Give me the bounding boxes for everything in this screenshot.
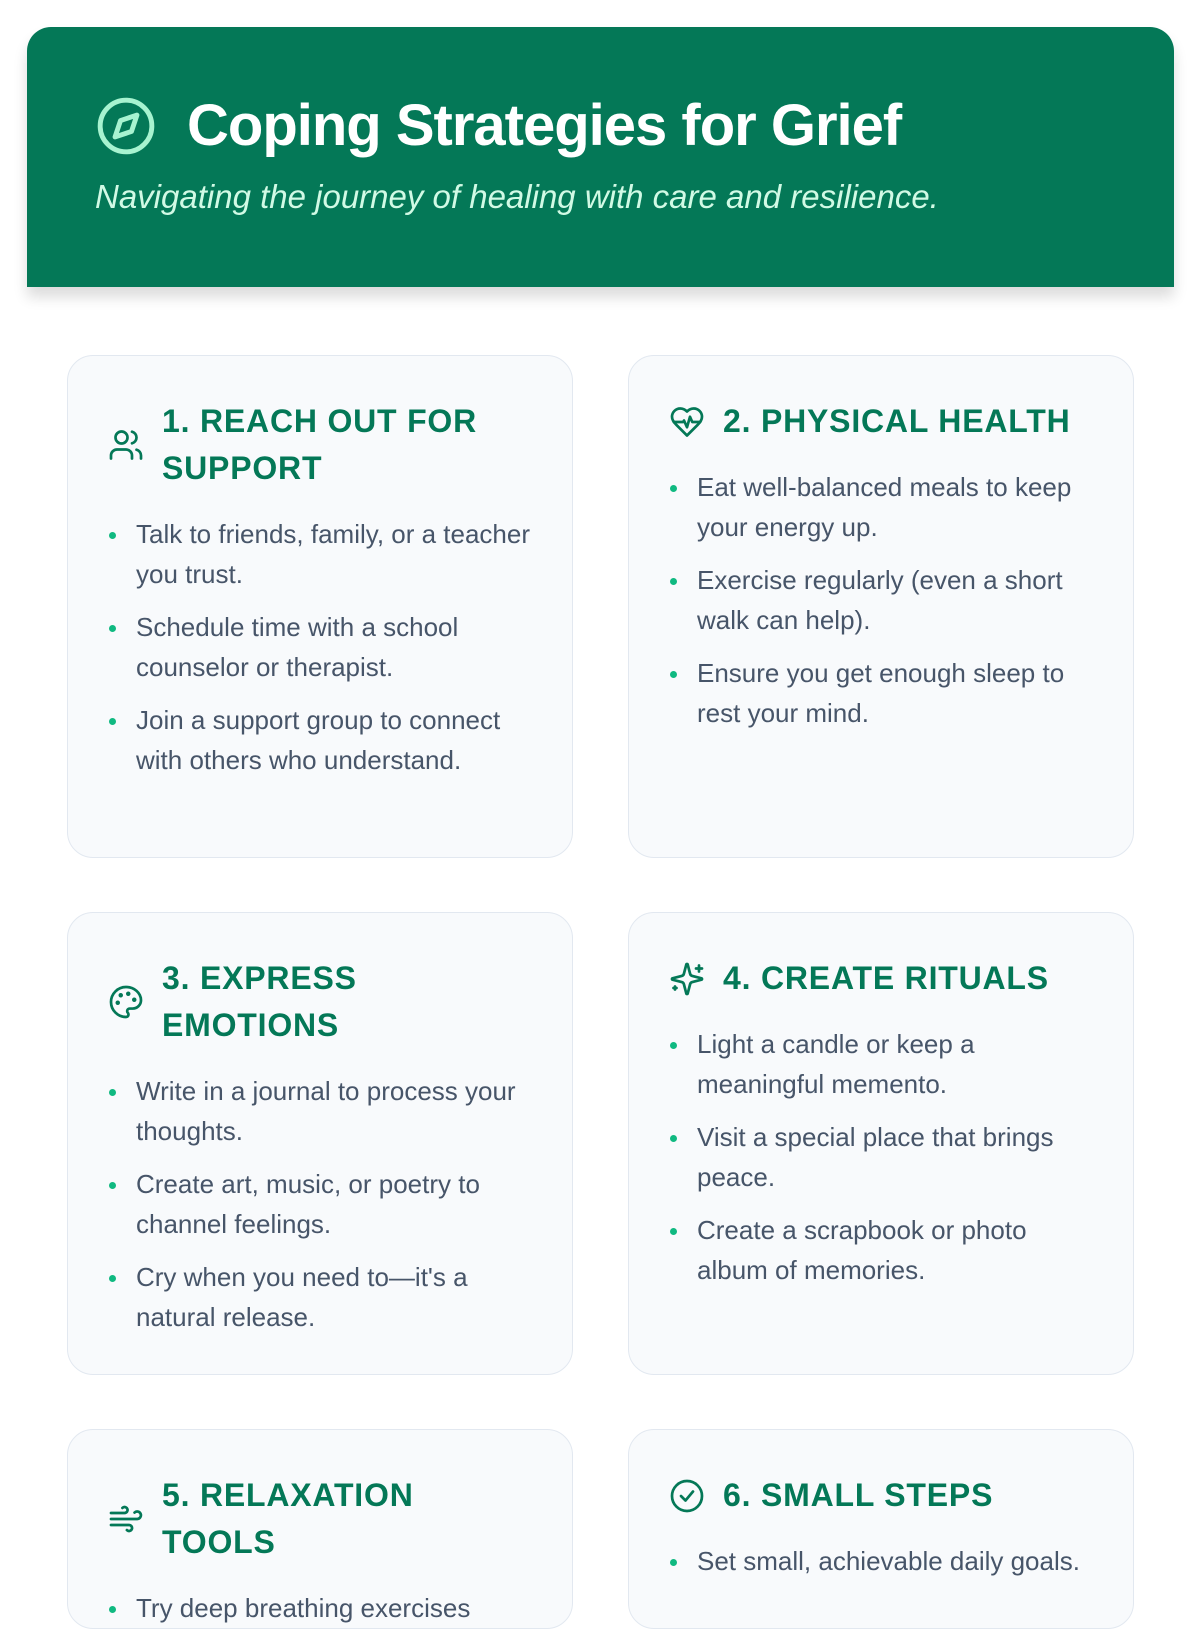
strategy-list [108, 514, 532, 780]
card-header [669, 955, 1093, 1002]
strategy-list [669, 1541, 1093, 1581]
card-header [108, 955, 532, 1049]
card-header [669, 1472, 1093, 1519]
header-title-row [95, 95, 901, 157]
strategy-card-small-steps [628, 1429, 1134, 1629]
strategy-list [669, 467, 1093, 733]
strategy-card-support [67, 355, 573, 858]
card-title: 5. RELAXATION TOOLS [162, 1477, 414, 1560]
page-subtitle: Navigating the journey of healing with care and resilience. [95, 178, 939, 215]
strategy-list [108, 1071, 532, 1337]
strategy-card-create-rituals [628, 912, 1134, 1375]
compass-icon [95, 95, 157, 157]
list-item: Light a candle or keep a meaningful memento. [669, 1024, 1093, 1104]
card-title: 1. REACH OUT FOR SUPPORT [162, 403, 478, 486]
list-item: Ensure you get enough sleep to rest your mind. [669, 653, 1093, 733]
card-header [108, 1472, 532, 1566]
users-icon [108, 427, 144, 463]
list-item: Visit a special place that brings peace. [669, 1117, 1093, 1197]
card-header [108, 398, 532, 492]
strategy-list [108, 1588, 532, 1628]
card-title: 2. PHYSICAL HEALTH [723, 403, 1071, 439]
page-title: Coping Strategies for Grief [187, 93, 902, 158]
list-item: Schedule time with a school counselor or therapist. [108, 607, 532, 687]
page-header [27, 27, 1174, 287]
card-title: 6. SMALL STEPS [723, 1477, 994, 1513]
strategy-card-relaxation-tools [67, 1429, 573, 1629]
list-item: Create a scrapbook or photo album of memories. [669, 1210, 1093, 1290]
list-item: Talk to friends, family, or a teacher you trust. [108, 514, 532, 594]
list-item: Eat well-balanced meals to keep your energy up. [669, 467, 1093, 547]
list-item: Create art, music, or poetry to channel feelings. [108, 1164, 532, 1244]
strategy-card-express-emotions [67, 912, 573, 1375]
list-item: Cry when you need to—it's a natural release. [108, 1257, 532, 1337]
list-item: Join a support group to connect with others who understand. [108, 700, 532, 780]
wind-icon [108, 1501, 144, 1537]
list-item: Exercise regularly (even a short walk can help). [669, 560, 1093, 640]
list-item: Set small, achievable daily goals. [669, 1541, 1093, 1581]
heart-pulse-icon [669, 404, 705, 440]
card-header [669, 398, 1093, 445]
card-title: 3. EXPRESS EMOTIONS [162, 960, 357, 1043]
card-title: 4. CREATE RITUALS [723, 960, 1049, 996]
list-item: Try deep breathing exercises [108, 1588, 532, 1628]
strategy-list [669, 1024, 1093, 1290]
check-circle-icon [669, 1478, 705, 1514]
sparkles-icon [669, 961, 705, 997]
strategy-card-physical-health [628, 355, 1134, 858]
list-item: Write in a journal to process your thoughts. [108, 1071, 532, 1151]
palette-icon [108, 984, 144, 1020]
